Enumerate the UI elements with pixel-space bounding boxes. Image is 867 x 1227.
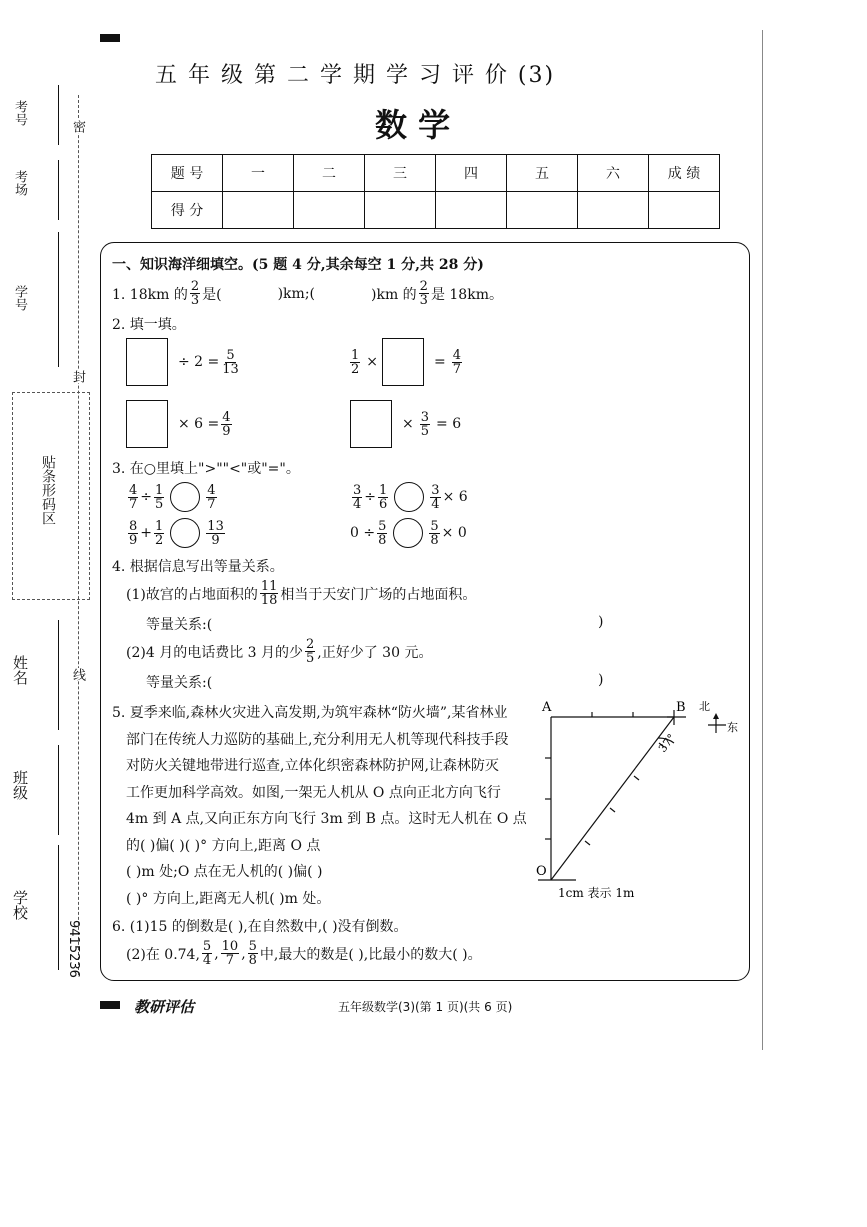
- q3-title: 3. 在○里填上">""<"或"="。: [112, 461, 300, 477]
- q3-text: × 0: [441, 525, 467, 541]
- q5-line: 部门在传统人力巡防的基础上,充分利用无人机等现代科技手段: [126, 731, 509, 748]
- compare-circle[interactable]: [170, 518, 200, 548]
- score-header-cell: 五: [507, 155, 578, 192]
- point-o-label: O: [536, 864, 547, 879]
- q2-fraction: $\frac{1}{2}$: [351, 347, 360, 377]
- q5-line: 5. 夏季来临,森林火灾进入高发期,为筑牢森林“防火墙”,某省林业: [112, 705, 508, 721]
- angle-label: 37°: [656, 731, 679, 755]
- score-header-cell: 六: [578, 155, 649, 192]
- times-sign: ×: [402, 416, 414, 432]
- q6-text: (2)在 0.74,: [126, 946, 200, 963]
- q2-title: 2. 填一填。: [112, 317, 186, 333]
- q5-text: [112, 700, 527, 912]
- q3-item-1: $\frac{4}{7}$ ÷ $\frac{1}{5}$ $\frac{4}{7}$: [129, 482, 216, 512]
- q4-part2: (2)4 月的电话费比 3 月的少 $\frac{2}{5}$ ,正好少了 30 元。: [126, 637, 433, 666]
- sidebar-kaochang: 考场: [12, 170, 27, 196]
- q4-text: (2)4 月的电话费比 3 月的少: [126, 644, 303, 661]
- q2-answer-box[interactable]: [350, 400, 392, 448]
- sidebar-banji: 班级: [11, 770, 29, 800]
- q4-title: 4. 根据信息写出等量关系。: [112, 559, 284, 575]
- sidebar-xingming: 姓名: [11, 655, 29, 685]
- q4-text: ,正好少了 30 元。: [317, 644, 433, 661]
- score-input-cell[interactable]: [365, 192, 436, 229]
- q6-line2: (2)在 0.74, $\frac{5}{4}$ , $\frac{10}{7}$ , $\frac{5}{8}$ 中,最大的数是( ),比最小的数大( )。: [126, 939, 482, 968]
- right-edge-line: [762, 30, 763, 1050]
- q4-eq1-label: 等量关系:(: [146, 617, 213, 633]
- q4-text: 相当于天安门广场的占地面积。: [280, 586, 477, 603]
- q4-eq1-blank[interactable]: [230, 612, 590, 632]
- compare-circle[interactable]: [393, 518, 423, 548]
- hypotenuse: [551, 717, 674, 880]
- q5-line: 工作更加科学高效。如图,一架无人机从 O 点向正北方向飞行: [126, 784, 501, 801]
- times-sign: ×: [366, 354, 379, 370]
- q1-fraction-1: $\frac{2}{3}$: [190, 279, 200, 308]
- footer-page: 五年级数学(3)(第 1 页)(共 6 页): [338, 1000, 513, 1014]
- q5-line: 的( )偏( )( )° 方向上,距离 O 点: [126, 837, 321, 854]
- q3-item-2: $\frac{3}{4}$ ÷ $\frac{1}{6}$ $\frac{3}{4}$ × 6: [353, 482, 468, 512]
- q4-text: (1)故宫的占地面积的: [126, 586, 258, 603]
- score-header-cell: 成 绩: [649, 155, 720, 192]
- q2-text: ÷ 2 =: [178, 354, 220, 370]
- sidebar-feng: 封: [70, 370, 85, 383]
- q1-text-b: 是(: [202, 286, 222, 303]
- q3-item-4: 0 ÷ $\frac{5}{8}$ $\frac{5}{8}$ × 0: [350, 518, 467, 548]
- q4-eq1-close: ): [598, 614, 604, 630]
- sidebar-line-2: [58, 160, 59, 220]
- q1-text-a: 1. 18km 的: [112, 286, 188, 303]
- q1-text-e: 是 18km。: [430, 286, 503, 303]
- q2-row2-left: [126, 400, 234, 448]
- q2-answer-box[interactable]: [126, 400, 168, 448]
- q1-text-c: )km;(: [277, 285, 315, 302]
- q2-answer-box[interactable]: [382, 338, 424, 386]
- q4-part1: (1)故宫的占地面积的 $\frac{11}{18}$ 相当于天安门广场的占地面积。: [126, 579, 477, 608]
- sidebar-line-6: [58, 845, 59, 970]
- score-header-cell: 二: [294, 155, 365, 192]
- plus-sign: +: [140, 525, 153, 541]
- sidebar-xuexiao: 学校: [11, 890, 29, 920]
- q2-fraction: $\frac{4}{9}$: [222, 409, 231, 439]
- divide-sign: ÷: [364, 489, 377, 505]
- q4-eq2-label: 等量关系:(: [146, 675, 213, 691]
- q2-answer-box[interactable]: [126, 338, 168, 386]
- scale-label: 1cm 表示 1m: [558, 886, 635, 900]
- score-input-cell[interactable]: [649, 192, 720, 229]
- score-input-cell[interactable]: [507, 192, 578, 229]
- north-label: 北: [699, 700, 710, 713]
- q3-item-3: $\frac{8}{9}$ + $\frac{1}{2}$ $\frac{13}{9}$: [129, 518, 224, 548]
- q5-line: 4m 到 A 点,又向正东方向飞行 3m 到 B 点。这时无人机在 O 点: [126, 811, 527, 827]
- tick: [634, 776, 639, 780]
- q3-text: 0 ÷: [350, 525, 376, 541]
- corner-mark: [100, 34, 120, 42]
- q4-eq2-close: ): [598, 672, 604, 688]
- q2-row1-right: [348, 338, 464, 386]
- footer-mark: [100, 1001, 120, 1009]
- tick: [610, 808, 615, 812]
- score-header-cell: 四: [436, 155, 507, 192]
- sidebar-xuehao: 学号: [12, 285, 27, 311]
- sidebar-kaohao: 考号: [12, 100, 27, 126]
- score-input-cell[interactable]: [578, 192, 649, 229]
- q2-fraction: $\frac{3}{5}$: [420, 409, 430, 439]
- footer-brand: 教研评估: [134, 998, 195, 1016]
- tick: [585, 841, 590, 845]
- equals-sign: =: [434, 354, 446, 370]
- question-1: [112, 280, 503, 307]
- sidebar-xian: 线: [70, 668, 85, 681]
- section-1-title: 一、知识海洋细填空。(5 题 4 分,其余每空 1 分,共 28 分): [112, 257, 484, 273]
- sidebar-line-3: [58, 232, 59, 367]
- compare-circle[interactable]: [170, 482, 200, 512]
- q4-eq2-blank[interactable]: [230, 670, 590, 690]
- exam-title: 五 年 级 第 二 学 期 学 习 评 价 (3): [155, 63, 556, 88]
- q2-row2-right: [350, 400, 461, 448]
- barcode-label: 贴条形码区: [40, 455, 56, 525]
- score-header-cell: 一: [223, 155, 294, 192]
- subject-title: 数 学: [375, 106, 451, 144]
- q6-text: 中,最大的数是( ),比最小的数大( )。: [259, 946, 482, 963]
- q5-line: 对防火关键地带进行巡查,立体化织密森林防护网,让森林防灭: [126, 758, 499, 774]
- score-input-cell[interactable]: [294, 192, 365, 229]
- q2-row1-left: [126, 338, 242, 386]
- point-b-label: B: [676, 700, 686, 715]
- q5-line: ( )m 处;O 点在无人机的( )偏( ): [126, 864, 323, 880]
- divide-sign: ÷: [140, 489, 153, 505]
- q1-fraction-2: $\frac{2}{3}$: [419, 279, 428, 308]
- q3-text: × 6: [442, 489, 468, 505]
- q6-line1: 6. (1)15 的倒数是( ),在自然数中,( )没有倒数。: [112, 919, 408, 935]
- q5-diagram: [536, 695, 746, 905]
- q1-text-d: )km 的: [371, 286, 417, 303]
- score-input-cell[interactable]: [223, 192, 294, 229]
- sidebar-mi: 密: [70, 120, 85, 133]
- sidebar-code: 9415236: [66, 920, 81, 978]
- q2-fraction: $\frac{4}{7}$: [452, 347, 462, 377]
- q5-line: ( )° 方向上,距离无人机( )m 处。: [126, 890, 331, 907]
- sidebar-line-1: [58, 85, 59, 145]
- q2-text: × 6 =: [178, 416, 220, 432]
- q2-fraction: $\frac{5}{13}$: [222, 347, 239, 377]
- q2-text: = 6: [436, 416, 462, 432]
- score-header-cell: 题 号: [152, 155, 223, 192]
- compass-arrow: [713, 713, 719, 719]
- east-label: 东: [727, 721, 738, 734]
- compare-circle[interactable]: [394, 482, 424, 512]
- score-input-cell[interactable]: [436, 192, 507, 229]
- sidebar-line-4: [58, 620, 59, 730]
- score-header-cell: 三: [365, 155, 436, 192]
- sidebar-line-5: [58, 745, 59, 835]
- score-table: [151, 154, 720, 229]
- score-label-cell: 得 分: [152, 192, 223, 229]
- point-a-label: A: [542, 700, 552, 715]
